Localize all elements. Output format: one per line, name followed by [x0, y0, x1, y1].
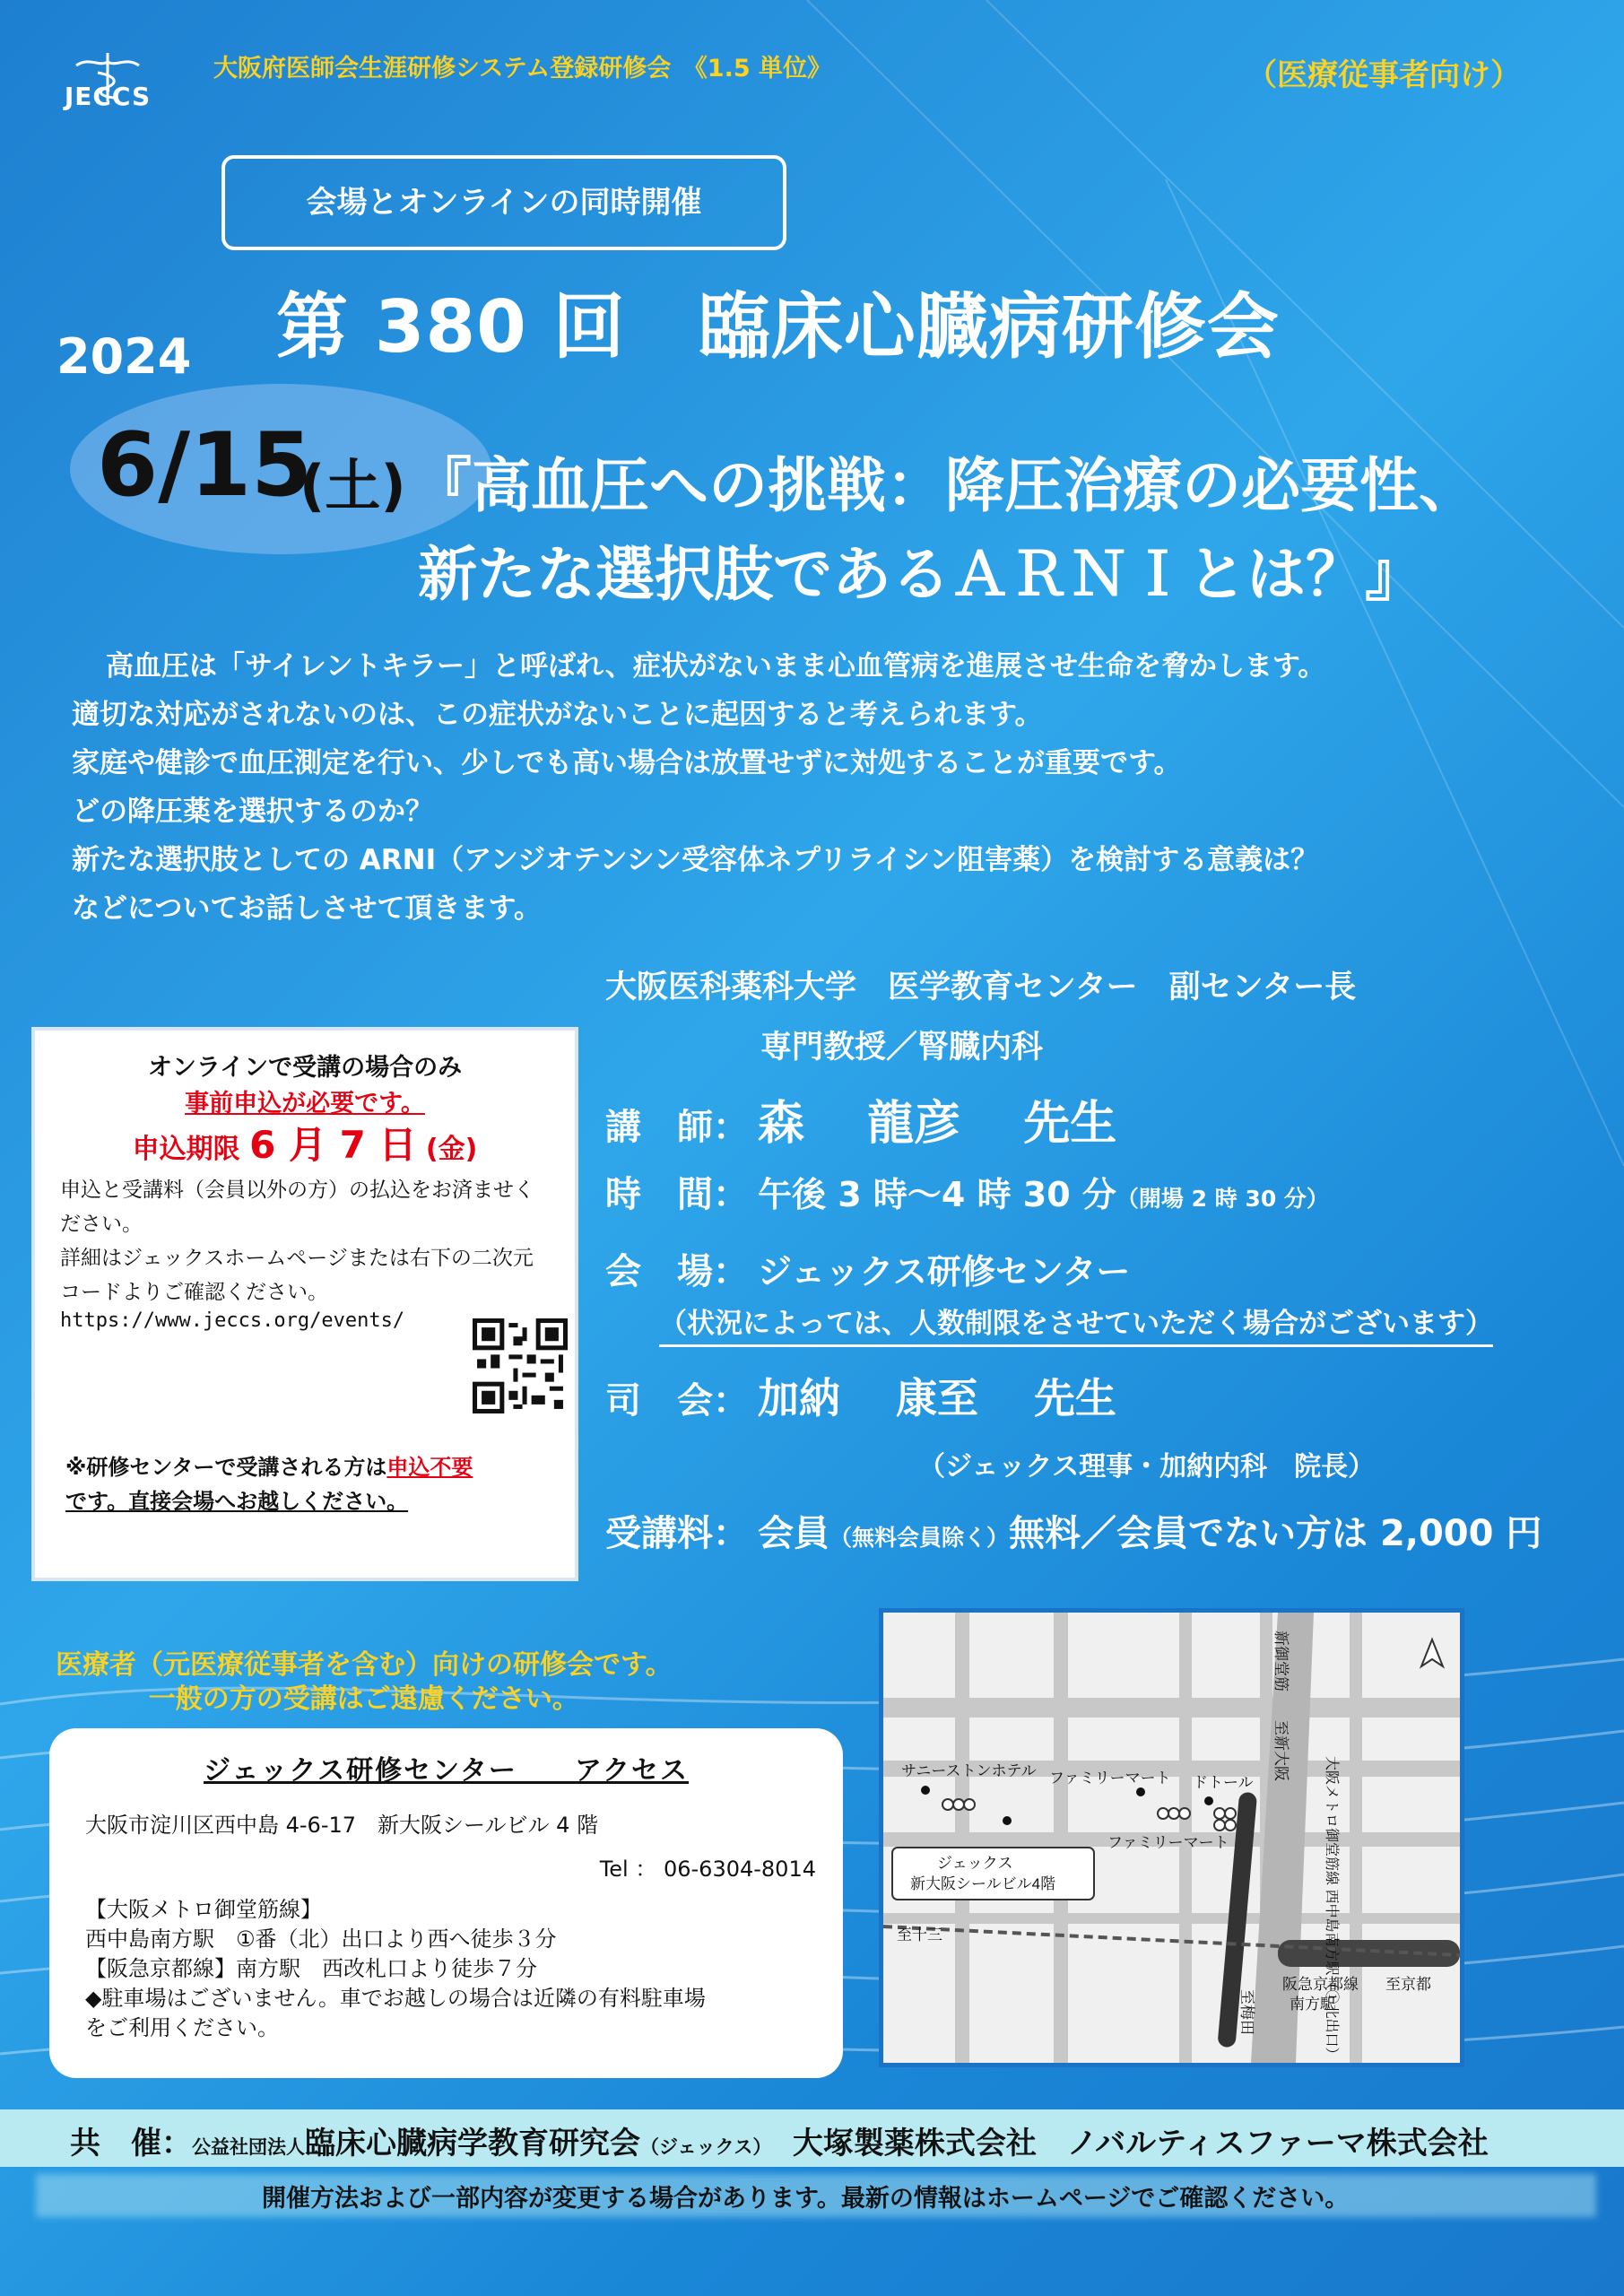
- venue-row: [605, 1243, 1130, 1294]
- time-row: [605, 1166, 1329, 1217]
- venue-label: 会 場：: [605, 1251, 749, 1292]
- description-line: 高血圧は「サイレントキラー」と呼ばれ、症状がないまま心血管病を進展させ生命を脅かします。: [106, 650, 1326, 683]
- online-only-label: オンラインで受講の場合のみ: [147, 1054, 463, 1082]
- doors-open: （開場 2 時 30 分）: [1116, 1186, 1329, 1212]
- lecture-title-line1: 『高血圧への挑戦：降圧治療の必要性、: [413, 451, 1478, 520]
- events-link[interactable]: https://www.jeccs.org/events/: [60, 1309, 405, 1332]
- map-label-familymart2: ファミリーマート: [1107, 1834, 1229, 1851]
- access-map: [879, 1608, 1464, 2067]
- speaker-affiliation: 大阪医科薬科大学 医学教育センター 副センター長: [605, 970, 1357, 1005]
- deadline-dow: (金): [425, 1134, 478, 1165]
- speaker-name: 森 龍彦 先生: [758, 1097, 1117, 1151]
- onsite-note-text2: です。直接会場へお越しください。: [65, 1489, 409, 1514]
- fee-label: 受講料：: [605, 1513, 749, 1554]
- event-day-of-week: (土): [300, 453, 406, 518]
- warning-line2: 一般の方の受講はご遠慮ください。: [148, 1683, 579, 1715]
- sponsors-label: 共 催：: [70, 2126, 192, 2161]
- time-value: 午後 3 時～4 時 30 分: [758, 1175, 1116, 1214]
- sponsor-jeccs-sub: （ジェックス）: [640, 2136, 762, 2158]
- access-phone[interactable]: Tel ： 06-6304-8014: [599, 1857, 816, 1882]
- map-label-familymart1: ファミリーマート: [1049, 1770, 1171, 1787]
- map-label-doutor: ドトール: [1193, 1774, 1254, 1791]
- direction-line: 西中島南方駅 ①番（北）出口より西へ徒歩３分: [85, 1926, 557, 1952]
- lecture-title-line2: 新たな選択肢であるＡＲＮＩとは？』: [418, 540, 1424, 609]
- caduceus-icon: [58, 49, 157, 103]
- host-row: [605, 1366, 1116, 1425]
- description-line: 適切な対応がされないのは、この症状がないことに起因すると考えられます。: [72, 699, 1043, 731]
- map-label-hankyu: 阪急京都線: [1282, 1976, 1359, 1993]
- map-drawing: [883, 1613, 1460, 2063]
- description-line: などについてお話しさせて頂きます。: [72, 892, 542, 925]
- venue-type-box: 会場とオンラインの同時開催: [221, 155, 786, 250]
- venue-name: ジェックス研修センター: [758, 1252, 1131, 1292]
- event-year: 2024: [56, 328, 192, 385]
- onsite-note: [65, 1450, 473, 1518]
- fee-row: [605, 1505, 1541, 1556]
- map-label-shin-midosuji: 新御堂筋: [1272, 1631, 1290, 1692]
- online-registration-box: [31, 1027, 578, 1581]
- deadline: [60, 1123, 550, 1168]
- sponsor-org-type: 公益社団法人: [192, 2136, 305, 2158]
- direction-line: ◆駐車場はございません。車でお越しの場合は近隣の有料駐車場: [85, 1986, 706, 2011]
- registration-header: 大阪府医師会生涯研修システム登録研修会 《1.5 単位》: [213, 55, 832, 83]
- event-date: 6/15: [97, 414, 313, 517]
- sponsors: [70, 2118, 1489, 2162]
- sponsors-bar: [0, 2109, 1624, 2167]
- speaker-label: 講 師：: [605, 1107, 749, 1148]
- map-label-jeccs: ジェックス: [937, 1855, 1013, 1872]
- registration-required-label: 事前申込が必要です。: [185, 1090, 425, 1118]
- description-line: どの降圧薬を選択するのか？: [72, 796, 433, 828]
- time-label: 時 間：: [605, 1174, 749, 1215]
- description: [72, 642, 1578, 933]
- access-box: [49, 1728, 843, 2078]
- footer-note: 開催方法および一部内容が変更する場合があります。最新の情報はホームページでご確認ください。: [262, 2185, 1350, 2213]
- details-text: 詳細はジェックスホームページまたは右下の二次元コードよりご確認ください。: [60, 1247, 534, 1304]
- page-title: 第 380 回 臨床心臓病研修会: [276, 285, 1280, 369]
- no-registration-label: 申込不要: [386, 1455, 473, 1480]
- fee-member: 会員: [758, 1513, 829, 1554]
- host-label: 司 会：: [605, 1380, 749, 1422]
- capacity-note: （状況によっては、人数制限をさせていただく場合がございます）: [659, 1300, 1493, 1347]
- fee-value: 無料／会員でない方は 2,000 円: [1009, 1513, 1542, 1554]
- sponsor-otsuka: 大塚製薬株式会社: [792, 2126, 1037, 2161]
- description-line: 家庭や健診で血圧測定を行い、少しでも高い場合は放置せずに対処することが重要です。: [72, 747, 1182, 779]
- payment-text: 申込と受講料（会員以外の方）の払込をお済ませください。: [60, 1178, 534, 1236]
- direction-line: 【阪急京都線】南方駅 西改札口より徒歩７分: [85, 1956, 537, 1981]
- access-directions: [85, 1895, 807, 2043]
- sponsor-novartis: ノバルティスファーマ株式会社: [1066, 2126, 1489, 2161]
- map-label-to-juso: 至十三: [897, 1926, 942, 1944]
- fee-exclusion: （無料会員除く）: [829, 1525, 1010, 1551]
- speaker-position: 専門教授／腎臓内科: [760, 1030, 1044, 1065]
- map-label-to-kyoto: 至京都: [1385, 1976, 1431, 1993]
- qr-code[interactable]: [473, 1318, 568, 1413]
- direction-line: 【大阪メトロ御堂筋線】: [85, 1897, 322, 1922]
- deadline-label: 申込期限: [132, 1134, 240, 1165]
- jeccs-logo: [58, 49, 157, 139]
- onsite-note-text: ※研修センターで受講される方は: [65, 1455, 387, 1480]
- map-label-to-shin-osaka: 至新大阪: [1272, 1720, 1290, 1781]
- host-name: 加納 康至 先生: [758, 1374, 1117, 1422]
- map-label-minamikata: 南方駅: [1290, 1996, 1335, 2013]
- audience-warning: [56, 1648, 673, 1717]
- description-line: 新たな選択肢としての ARNI（アンジオテンシン受容体ネプリライシン阻害薬）を検討する意義は？: [72, 844, 1319, 876]
- map-label-station: 大阪メトロ御堂筋線 西中島南方駅（①北出口）: [1324, 1756, 1339, 2062]
- access-title: ジェックス研修センター アクセス: [204, 1755, 689, 1787]
- audience-label: （医療従事者向け）: [1246, 57, 1521, 93]
- deadline-date: 6 月 7 日: [249, 1123, 417, 1167]
- access-address: 大阪市淀川区西中島 4-6-17 新大阪シールビル 4 階: [85, 1813, 599, 1838]
- speaker-row: [605, 1085, 1116, 1152]
- logo-text: JECCS: [64, 82, 152, 111]
- direction-line: をご利用ください。: [85, 2015, 279, 2040]
- warning-line1: 医療者（元医療従事者を含む）向けの研修会です。: [56, 1649, 673, 1681]
- host-title: （ジェックス理事・加納内科 院長）: [918, 1451, 1376, 1483]
- map-label-building: 新大阪シールビル4階: [910, 1875, 1056, 1892]
- sponsor-jeccs: 臨床心臓病学教育研究会: [305, 2126, 640, 2161]
- map-label-hotel: サニーストンホテル: [901, 1762, 1037, 1779]
- map-label-to-umeda: 至梅田: [1238, 1989, 1255, 2035]
